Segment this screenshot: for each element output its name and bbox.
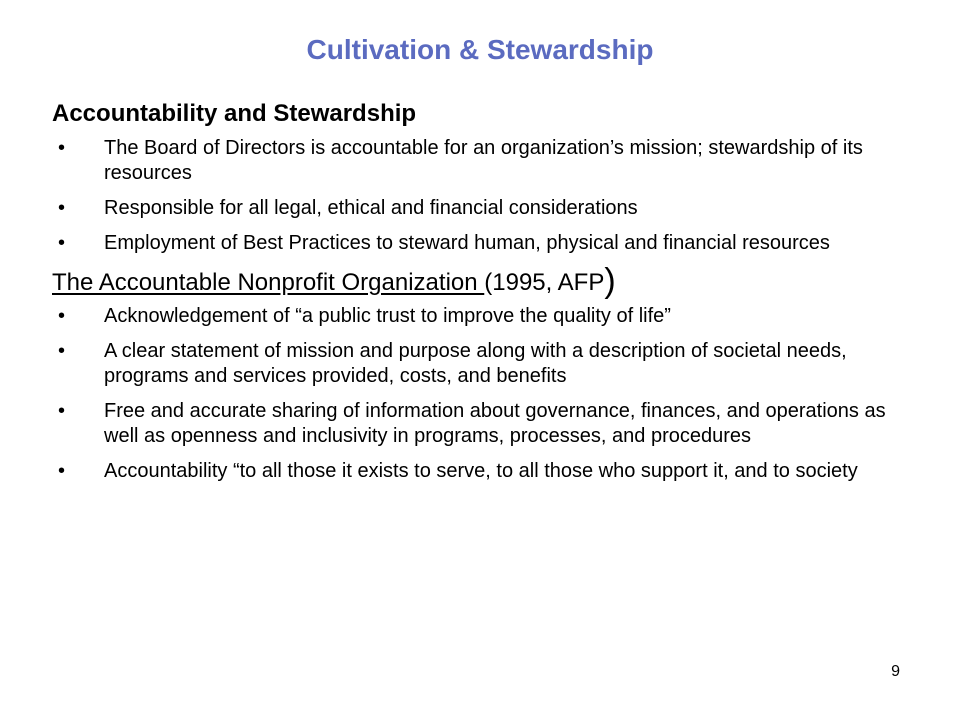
bullet-item: [52, 459, 902, 484]
bullet-text: Responsible for all legal, ethical and financial considerations: [104, 197, 638, 219]
page-number: 9: [891, 663, 900, 680]
section-heading-close-paren: ): [604, 262, 616, 300]
bullet-item: [52, 399, 902, 449]
bullet-glyph: •: [58, 197, 66, 219]
bullet-glyph: •: [58, 460, 66, 482]
bullet-glyph: •: [58, 340, 66, 362]
bullet-text: The Board of Directors is accountable for an organization’s mission; stewardship of its resources: [104, 137, 863, 184]
bullet-text: A clear statement of mission and purpose along with a description of societal needs, programs and services provided, costs, and benefits: [104, 340, 847, 387]
section-heading-citation: (1995, AFP: [484, 269, 605, 296]
bullet-item: [52, 304, 902, 329]
bullet-glyph: •: [58, 305, 66, 327]
bullet-text: Employment of Best Practices to steward human, physical and financial resources: [104, 232, 830, 254]
bullet-list-accountability: [52, 136, 902, 256]
bullet-glyph: •: [58, 232, 66, 254]
bullet-item: [52, 231, 902, 256]
bullet-list-nonprofit: [52, 304, 902, 484]
bullet-text: Free and accurate sharing of information about governance, finances, and operations as well as openness and inclusivity in programs, processes, and procedures: [104, 400, 886, 447]
bullet-text: Accountability “to all those it exists to serve, to all those who support it, and to society: [104, 460, 858, 482]
bullet-text: Acknowledgement of “a public trust to improve the quality of life”: [104, 305, 671, 327]
bullet-item: [52, 339, 902, 389]
section-heading-nonprofit: [52, 262, 902, 300]
slide-title: Cultivation & Stewardship: [306, 34, 654, 65]
section-heading-title: The Accountable Nonprofit Organization: [52, 269, 485, 296]
bullet-item: [52, 136, 902, 186]
bullet-item: [52, 196, 902, 221]
bullet-glyph: •: [58, 400, 66, 422]
bullet-glyph: •: [58, 137, 66, 159]
section-heading-accountability: Accountability and Stewardship: [52, 100, 417, 127]
slide-content: [52, 98, 902, 494]
